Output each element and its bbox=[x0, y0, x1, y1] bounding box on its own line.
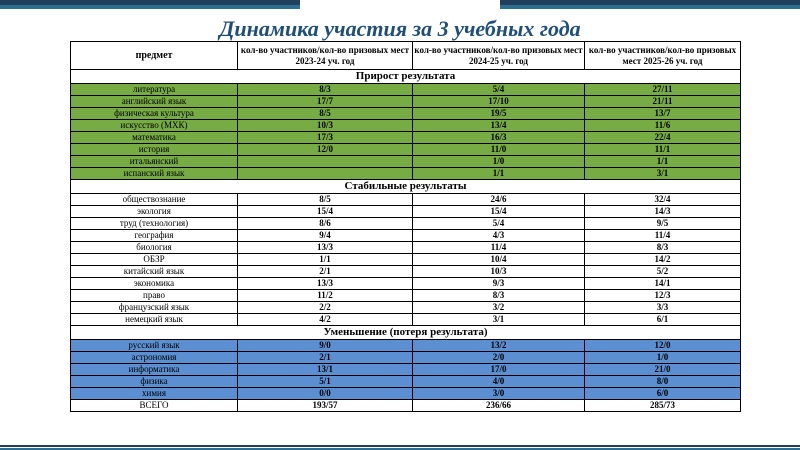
value-cell: 1/0 bbox=[585, 352, 741, 364]
subject-cell: астрономия bbox=[71, 352, 238, 364]
value-cell: 8/0 bbox=[585, 376, 741, 388]
value-cell: 17/0 bbox=[413, 364, 585, 376]
value-cell: 5/2 bbox=[585, 266, 741, 278]
value-cell: 27/11 bbox=[585, 84, 741, 96]
subject-cell: литература bbox=[71, 84, 238, 96]
value-cell: 12/3 bbox=[585, 290, 741, 302]
value-cell: 24/6 bbox=[413, 194, 585, 206]
value-cell: 21/11 bbox=[585, 96, 741, 108]
top-decorative-bar bbox=[0, 0, 800, 14]
value-cell: 22/4 bbox=[585, 132, 741, 144]
value-cell: 3/0 bbox=[413, 388, 585, 400]
value-cell: 17/7 bbox=[238, 96, 413, 108]
table-row bbox=[71, 156, 741, 168]
value-cell: 15/4 bbox=[413, 206, 585, 218]
value-cell: 13/1 bbox=[238, 364, 413, 376]
value-cell: 9/4 bbox=[238, 230, 413, 242]
total-value: 193/57 bbox=[238, 400, 413, 412]
value-cell: 9/5 bbox=[585, 218, 741, 230]
section-title: Уменьшение (потеря результата) bbox=[71, 326, 741, 340]
subject-cell: экология bbox=[71, 206, 238, 218]
subject-cell: английский язык bbox=[71, 96, 238, 108]
value-cell: 2/2 bbox=[238, 302, 413, 314]
value-cell: 13/4 bbox=[413, 120, 585, 132]
value-cell: 2/0 bbox=[413, 352, 585, 364]
subject-cell: информатика bbox=[71, 364, 238, 376]
value-cell: 10/3 bbox=[413, 266, 585, 278]
subject-cell: испанский язык bbox=[71, 168, 238, 180]
subject-cell: экономика bbox=[71, 278, 238, 290]
total-value: 236/66 bbox=[413, 400, 585, 412]
table-row bbox=[71, 96, 741, 108]
subject-cell: математика bbox=[71, 132, 238, 144]
value-cell: 3/2 bbox=[413, 302, 585, 314]
value-cell: 13/3 bbox=[238, 242, 413, 254]
section-header-row bbox=[71, 180, 741, 194]
value-cell: 1/1 bbox=[585, 156, 741, 168]
value-cell: 2/1 bbox=[238, 266, 413, 278]
total-label: ВСЕГО bbox=[71, 400, 238, 412]
value-cell: 15/4 bbox=[238, 206, 413, 218]
value-cell: 13/7 bbox=[585, 108, 741, 120]
participation-table bbox=[70, 41, 741, 412]
table-row bbox=[71, 278, 741, 290]
subject-cell: китайский язык bbox=[71, 266, 238, 278]
value-cell: 16/3 bbox=[413, 132, 585, 144]
value-cell: 6/1 bbox=[585, 314, 741, 326]
bottom-decorative-bar bbox=[0, 443, 800, 450]
subject-cell: химия bbox=[71, 388, 238, 400]
value-cell: 14/3 bbox=[585, 206, 741, 218]
value-cell: 8/3 bbox=[413, 290, 585, 302]
table-row bbox=[71, 302, 741, 314]
value-cell: 4/3 bbox=[413, 230, 585, 242]
table-row bbox=[71, 242, 741, 254]
table-row bbox=[71, 314, 741, 326]
table-row bbox=[71, 144, 741, 156]
value-cell bbox=[238, 168, 413, 180]
value-cell: 8/5 bbox=[238, 194, 413, 206]
table-row bbox=[71, 364, 741, 376]
header-2024-25: кол-во участников/кол-во призовых мест 2024-25 уч. год bbox=[413, 42, 585, 70]
value-cell: 1/0 bbox=[413, 156, 585, 168]
header-row bbox=[71, 42, 741, 70]
value-cell: 3/3 bbox=[585, 302, 741, 314]
subject-cell: право bbox=[71, 290, 238, 302]
value-cell: 9/3 bbox=[413, 278, 585, 290]
value-cell: 4/2 bbox=[238, 314, 413, 326]
subject-cell: русский язык bbox=[71, 340, 238, 352]
value-cell: 8/5 bbox=[238, 108, 413, 120]
table-row bbox=[71, 290, 741, 302]
table-row bbox=[71, 108, 741, 120]
subject-cell: французский язык bbox=[71, 302, 238, 314]
value-cell: 11/6 bbox=[585, 120, 741, 132]
value-cell: 14/1 bbox=[585, 278, 741, 290]
value-cell: 12/0 bbox=[585, 340, 741, 352]
table-row bbox=[71, 194, 741, 206]
total-value: 285/73 bbox=[585, 400, 741, 412]
table-row bbox=[71, 132, 741, 144]
subject-cell: физическая культура bbox=[71, 108, 238, 120]
value-cell: 11/1 bbox=[585, 144, 741, 156]
subject-cell: история bbox=[71, 144, 238, 156]
value-cell: 9/0 bbox=[238, 340, 413, 352]
value-cell: 1/1 bbox=[413, 168, 585, 180]
value-cell: 3/1 bbox=[413, 314, 585, 326]
table-row bbox=[71, 376, 741, 388]
subject-cell: ОБЗР bbox=[71, 254, 238, 266]
subject-cell: труд (технология) bbox=[71, 218, 238, 230]
section-header-row bbox=[71, 70, 741, 84]
page-title: Динамика участия за 3 учебных года bbox=[219, 16, 581, 41]
table-row bbox=[71, 352, 741, 364]
value-cell: 17/10 bbox=[413, 96, 585, 108]
table-body bbox=[71, 70, 741, 412]
value-cell: 3/1 bbox=[585, 168, 741, 180]
subject-cell: искусство (МХК) bbox=[71, 120, 238, 132]
value-cell: 11/4 bbox=[413, 242, 585, 254]
section-title: Прирост результата bbox=[71, 70, 741, 84]
table-row bbox=[71, 218, 741, 230]
value-cell: 12/0 bbox=[238, 144, 413, 156]
value-cell bbox=[238, 156, 413, 168]
section-title: Стабильные результаты bbox=[71, 180, 741, 194]
table-row bbox=[71, 84, 741, 96]
value-cell: 13/2 bbox=[413, 340, 585, 352]
value-cell: 8/3 bbox=[585, 242, 741, 254]
value-cell: 14/2 bbox=[585, 254, 741, 266]
value-cell: 1/1 bbox=[238, 254, 413, 266]
table-row bbox=[71, 254, 741, 266]
value-cell: 4/0 bbox=[413, 376, 585, 388]
value-cell: 2/1 bbox=[238, 352, 413, 364]
header-2023-24: кол-во участников/кол-во призовых мест 2023-24 уч. год bbox=[238, 42, 413, 70]
subject-cell: география bbox=[71, 230, 238, 242]
value-cell: 11/2 bbox=[238, 290, 413, 302]
header-2025-26: кол-во участников/кол-во призовых мест 2025-26 уч. год bbox=[585, 42, 741, 70]
table-row bbox=[71, 206, 741, 218]
subject-cell: немецкий язык bbox=[71, 314, 238, 326]
value-cell: 17/3 bbox=[238, 132, 413, 144]
subject-cell: обществознание bbox=[71, 194, 238, 206]
table-row bbox=[71, 266, 741, 278]
section-header-row bbox=[71, 326, 741, 340]
value-cell: 8/3 bbox=[238, 84, 413, 96]
value-cell: 10/3 bbox=[238, 120, 413, 132]
table-row bbox=[71, 388, 741, 400]
header-subject: предмет bbox=[71, 42, 238, 70]
table-row bbox=[71, 168, 741, 180]
table-row bbox=[71, 230, 741, 242]
value-cell: 5/4 bbox=[413, 84, 585, 96]
total-row bbox=[71, 400, 741, 412]
value-cell: 10/4 bbox=[413, 254, 585, 266]
subject-cell: итальянский bbox=[71, 156, 238, 168]
value-cell: 8/6 bbox=[238, 218, 413, 230]
value-cell: 6/0 bbox=[585, 388, 741, 400]
value-cell: 5/1 bbox=[238, 376, 413, 388]
subject-cell: биология bbox=[71, 242, 238, 254]
table-row bbox=[71, 120, 741, 132]
value-cell: 11/0 bbox=[413, 144, 585, 156]
value-cell: 32/4 bbox=[585, 194, 741, 206]
value-cell: 19/5 bbox=[413, 108, 585, 120]
value-cell: 13/3 bbox=[238, 278, 413, 290]
value-cell: 5/4 bbox=[413, 218, 585, 230]
subject-cell: физика bbox=[71, 376, 238, 388]
value-cell: 21/0 bbox=[585, 364, 741, 376]
value-cell: 11/4 bbox=[585, 230, 741, 242]
table-row bbox=[71, 340, 741, 352]
value-cell: 0/0 bbox=[238, 388, 413, 400]
